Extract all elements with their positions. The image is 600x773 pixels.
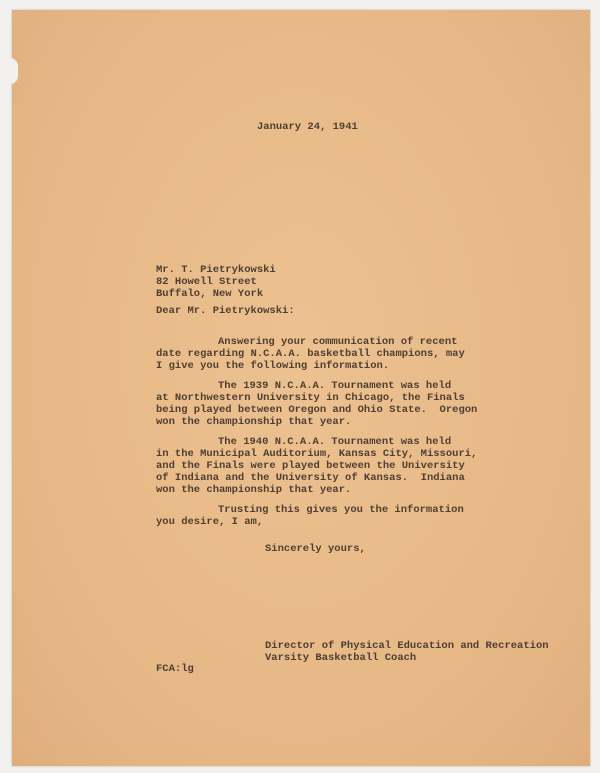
body-line: The 1939 N.C.A.A. Tournament was held	[218, 380, 452, 392]
letter-date: January 24, 1941	[257, 121, 358, 133]
address-line: 82 Howell Street	[156, 276, 257, 288]
closing: Sincerely yours,	[265, 543, 366, 555]
address-line: Buffalo, New York	[156, 288, 264, 300]
body-line: date regarding N.C.A.A. basketball champions, may	[156, 348, 465, 360]
typist-initials: FCA:lg	[156, 663, 194, 675]
body-line: of Indiana and the University of Kansas. Indiana	[156, 472, 465, 484]
body-line: at Northwestern University in Chicago, the Finals	[156, 392, 465, 404]
body-line: you desire, I am,	[156, 516, 264, 528]
body-line: and the Finals were played between the University	[156, 460, 465, 472]
body-line: won the championship that year.	[156, 484, 352, 496]
salutation: Dear Mr. Pietrykowski:	[156, 305, 295, 317]
body-line: Answering your communication of recent	[218, 336, 458, 348]
body-line: in the Municipal Auditorium, Kansas City, Missouri,	[156, 448, 478, 460]
body-line: being played between Oregon and Ohio State. Oregon	[156, 404, 478, 416]
body-line: The 1940 N.C.A.A. Tournament was held	[218, 436, 452, 448]
body-line: I give you the following information.	[156, 360, 390, 372]
address-line: Mr. T. Pietrykowski	[156, 264, 276, 276]
signature-title: Varsity Basketball Coach	[265, 652, 417, 664]
body-line: won the championship that year.	[156, 416, 352, 428]
paper-notch	[8, 58, 18, 84]
signature-title: Director of Physical Education and Recreation	[265, 640, 549, 652]
body-line: Trusting this gives you the information	[218, 504, 464, 516]
